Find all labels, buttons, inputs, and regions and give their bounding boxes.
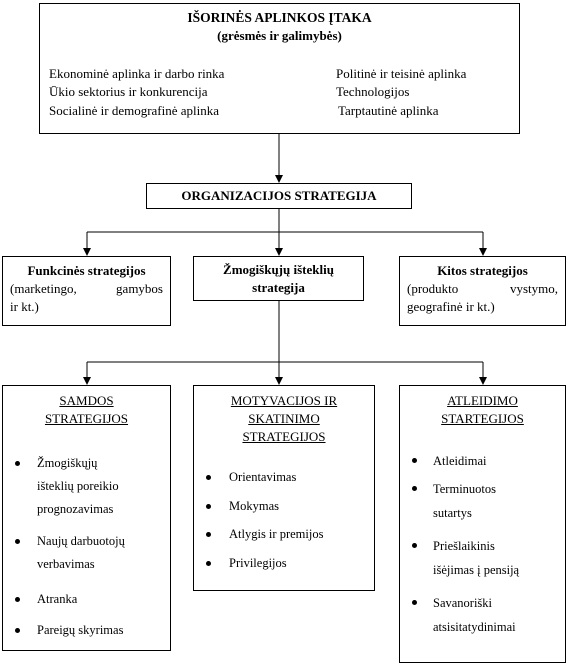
functional-desc-line2: ir kt.)	[10, 299, 39, 314]
hiring-item-1-line1: Žmogiškųjų	[37, 456, 98, 470]
dismissal-title	[400, 386, 565, 428]
organization-strategy-box	[146, 183, 412, 209]
other-desc-line1: (produkto vystymo,	[407, 281, 558, 296]
bullet-icon	[15, 597, 20, 602]
factor-sector: Ūkio sektorius ir konkurencija	[49, 84, 208, 99]
hiring-title-line2: STRATEGIJOS	[44, 411, 129, 426]
hiring-item-1-line3: prognozavimas	[37, 502, 114, 516]
motivation-item-1: Orientavimas	[229, 470, 297, 484]
motivation-item-2: Mokymas	[229, 499, 279, 513]
dismissal-strategies-box	[399, 385, 566, 663]
hiring-item-2-line2: verbavimas	[37, 557, 95, 571]
environment-title: IŠORINĖS APLINKOS ĮTAKA	[187, 10, 372, 25]
bullet-icon	[412, 486, 417, 491]
dismissal-item-2-line2: sutartys	[433, 506, 472, 520]
motivation-title-line3: STRATEGIJOS	[242, 429, 326, 444]
bullet-icon	[412, 600, 417, 605]
hiring-title-line1: SAMDOS	[59, 393, 114, 408]
hr-strategy-box	[193, 256, 364, 301]
hiring-strategies-box	[2, 385, 171, 651]
bullet-icon	[15, 539, 20, 544]
other-title: Kitos strategijos	[437, 263, 528, 278]
factor-social: Socialinė ir demografinė aplinka	[49, 103, 220, 118]
motivation-title-line2: SKATINIMO	[248, 411, 320, 426]
hiring-item-2-line1: Naujų darbuotojų	[37, 534, 125, 548]
factor-political: Politinė ir teisinė aplinka	[336, 66, 467, 81]
functional-strategies-box	[2, 256, 171, 326]
motivation-title	[194, 386, 374, 446]
bullet-icon	[15, 628, 20, 633]
hiring-item-4: Pareigų skyrimas	[37, 623, 124, 637]
hiring-item-3: Atranka	[37, 592, 78, 606]
dismissal-item-3-line2: išėjimas į pensiją	[433, 563, 520, 577]
hr-title-line1: Žmogiškųjų išteklių	[223, 262, 334, 277]
bullet-icon	[412, 458, 417, 463]
other-strategies-box	[399, 256, 566, 326]
hr-title-line2: strategija	[252, 280, 305, 295]
organization-strategy-title: ORGANIZACIJOS STRATEGIJA	[181, 188, 377, 203]
other-desc-line2: geografinė ir kt.)	[407, 299, 495, 314]
dismissal-item-2-line1: Terminuotos	[433, 482, 497, 496]
bullet-icon	[15, 461, 20, 466]
dismissal-title-line2: STARTEGIJOS	[441, 411, 524, 426]
bullet-icon	[206, 504, 211, 509]
motivation-strategies-box	[193, 385, 375, 591]
bullet-icon	[206, 561, 211, 566]
factor-economic: Ekonominė aplinka ir darbo rinka	[49, 66, 225, 81]
factor-technology: Technologijos	[336, 84, 410, 99]
bullet-icon	[412, 543, 417, 548]
motivation-item-3: Atlygis ir premijos	[229, 527, 324, 541]
environment-subtitle: (grėsmės ir galimybės)	[217, 28, 342, 43]
bullet-icon	[206, 475, 211, 480]
dismissal-title-line1: ATLEIDIMO	[447, 393, 518, 408]
functional-desc-line1: (marketingo, gamybos	[10, 281, 163, 296]
hiring-title	[3, 386, 170, 428]
factor-international: Tarptautinė aplinka	[338, 103, 439, 118]
dismissal-item-4-line1: Savanoriški	[433, 596, 493, 610]
hiring-item-1-line2: išteklių poreikio	[37, 479, 119, 493]
motivation-title-line1: MOTYVACIJOS IR	[230, 393, 338, 408]
dismissal-item-4-line2: atsisitatydinimai	[433, 620, 516, 634]
functional-title: Funkcinės strategijos	[27, 263, 146, 278]
dismissal-item-3-line1: Priešlaikinis	[433, 539, 495, 553]
motivation-item-4: Privilegijos	[229, 556, 287, 570]
external-environment-box	[39, 3, 520, 134]
bullet-icon	[206, 532, 211, 537]
dismissal-item-1: Atleidimai	[433, 454, 487, 468]
